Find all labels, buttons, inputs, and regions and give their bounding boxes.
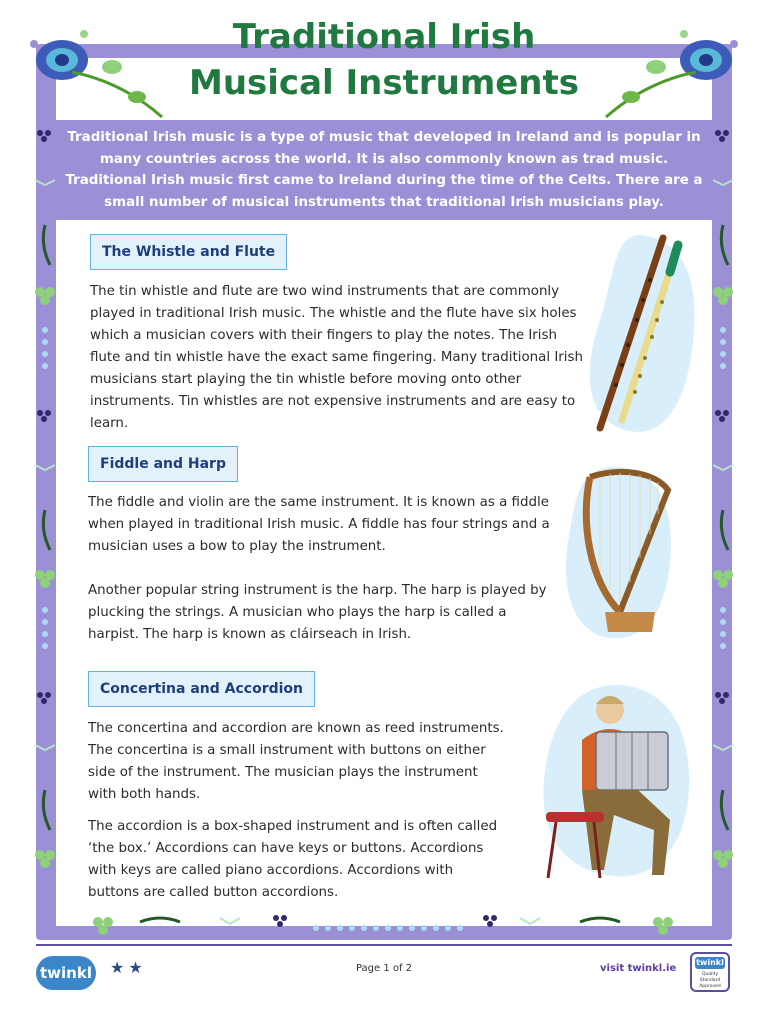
border-ornaments-left (30, 130, 60, 930)
page-title (0, 14, 768, 106)
section-paragraph-fiddle: The fiddle and violin are the same instrument. It is known as a fiddle when played in traditional Irish music. A fiddle has four strings and a musician uses a bow to play the instrument. (88, 495, 550, 554)
section-paragraph-whistle-flute: The tin whistle and flute are two wind instruments that are commonly played in traditional Irish music. The whistle and the flute have six holes which a musician covers with their fingers to play the notes. The Irish flute and tin whistle have the exact same fingering. Many traditional Irish musicians start playing the tin whistle before moving onto other instruments. Tin whistles are not expensive instruments and are easy to learn. (90, 284, 583, 431)
badge-logo: twinkl (696, 958, 724, 967)
visit-link[interactable]: visit twinkl.ie (600, 963, 677, 974)
footer-divider (36, 944, 732, 946)
intro-paragraph: Traditional Irish music is a type of music that developed in Ireland and is popular in many countries across the world. It is also commonly known as trad music. Traditional Irish music first came to Ireland during the time of the Celts. There are a small number of musical instruments that traditional Irish musicians play. (56, 122, 712, 218)
border-ornaments-bottom (80, 910, 700, 938)
harp-illustration (560, 462, 680, 644)
section-paragraph-harp: Another popular string instrument is the harp. The harp is played by plucking the strings. A musician who plays the harp is called a harpist. The harp is known as cláirseach in Irish. (88, 583, 547, 642)
star-icon: ★★ (110, 958, 147, 977)
section-heading-concertina-accordion: Concertina and Accordion (88, 671, 315, 707)
quality-standard-badge (690, 952, 730, 992)
title-line-2: Musical Instruments (188, 63, 580, 103)
section-paragraph-accordion: The accordion is a box-shaped instrument and is often called ‘the box.’ Accordions can have keys or buttons. Accordions with keys are called piano accordions. Accordions with buttons are called button accordions. (88, 819, 498, 900)
section-heading-fiddle-harp: Fiddle and Harp (88, 446, 238, 482)
twinkl-logo: twinkl (36, 956, 96, 990)
section-heading-whistle-flute: The Whistle and Flute (90, 234, 287, 270)
whistle-flute-illustration (580, 230, 704, 440)
border-ornaments-right (708, 130, 738, 930)
title-line-1: Traditional Irish (232, 17, 536, 57)
accordion-player-illustration (534, 680, 702, 890)
badge-text: Quality Standard Approved (699, 972, 721, 989)
section-paragraph-concertina: The concertina and accordion are known as reed instruments. The concertina is a small instrument with buttons on either side of the instrument. The musician plays the instrument with both hands. (88, 721, 504, 802)
page-number: Page 1 of 2 (355, 963, 413, 974)
